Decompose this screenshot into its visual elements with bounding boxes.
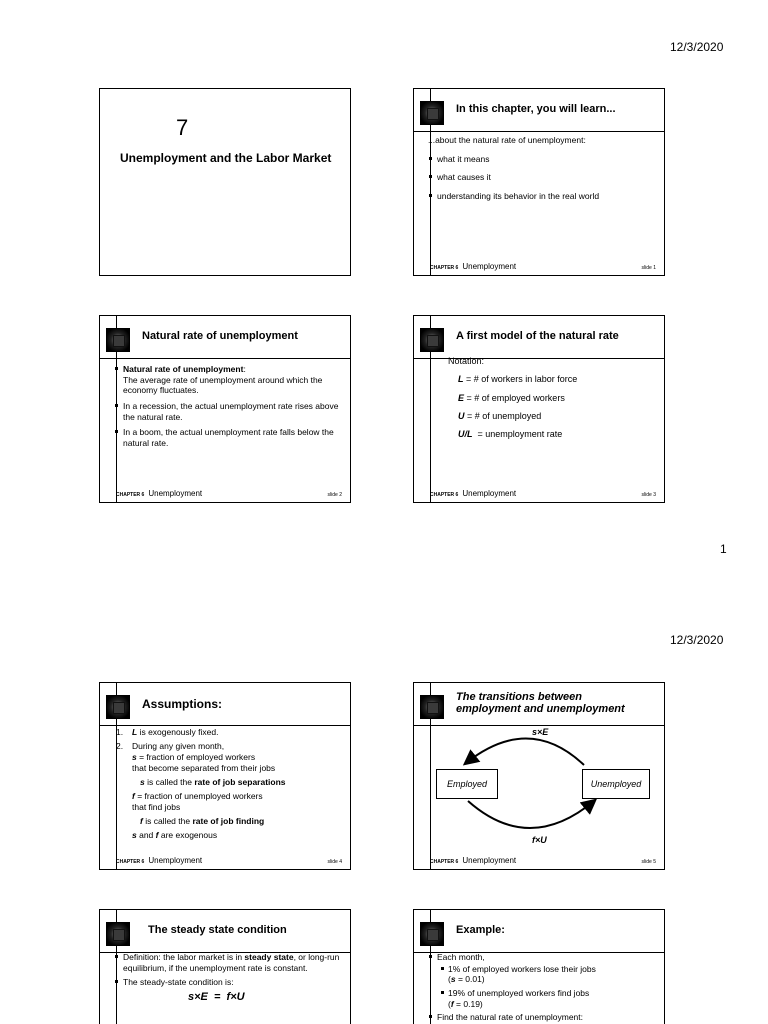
slide-square-icon bbox=[420, 328, 444, 352]
symbol: s bbox=[132, 830, 137, 841]
s-definition bbox=[116, 752, 344, 774]
term: steady state bbox=[244, 952, 294, 962]
footer-topic: Unemployment bbox=[462, 489, 517, 498]
text: that become separated from their jobs bbox=[132, 763, 276, 774]
slide-title: The transitions between employment and unemployment bbox=[456, 691, 625, 716]
slide-title: Assumptions: bbox=[142, 697, 223, 711]
slide-title: In this chapter, you will learn... bbox=[456, 103, 616, 115]
text: ( bbox=[448, 998, 451, 1009]
slide-number: slide 3 bbox=[641, 492, 656, 498]
footer-topic: Unemployment bbox=[148, 489, 203, 498]
slide-4 bbox=[99, 682, 351, 870]
bullet bbox=[114, 364, 340, 396]
bullet: The steady-state condition is: bbox=[114, 977, 340, 988]
symbol: f bbox=[155, 830, 159, 841]
f-definition bbox=[116, 791, 344, 813]
slide-7 bbox=[413, 909, 665, 1024]
symbol: f bbox=[450, 998, 454, 1009]
slide-footer bbox=[430, 489, 656, 498]
symbol: U/L bbox=[458, 429, 473, 439]
term: rate of job finding bbox=[192, 816, 265, 827]
footer-chapter: CHAPTER 6 bbox=[430, 492, 459, 498]
slide-square-icon bbox=[106, 922, 130, 946]
intro-text: ...about the natural rate of unemployment: bbox=[428, 135, 586, 145]
text: is called the bbox=[144, 777, 195, 788]
text: During any given month, bbox=[132, 741, 225, 752]
slide-square-icon bbox=[420, 101, 444, 125]
definition: = # of workers in labor force bbox=[463, 374, 578, 385]
notation-row bbox=[448, 393, 658, 404]
bullet-colon: : bbox=[243, 364, 246, 374]
separation-arrow bbox=[466, 738, 584, 765]
slide-footer bbox=[430, 856, 656, 865]
bullet-term: Natural rate of unemployment bbox=[123, 364, 244, 374]
text: = fraction of employed workers bbox=[136, 752, 256, 763]
sub-bullet bbox=[438, 964, 654, 985]
footer-chapter: CHAPTER 6 bbox=[116, 859, 145, 865]
page-date: 12/3/2020 bbox=[670, 633, 724, 647]
finding-flow-label: f×U bbox=[532, 835, 547, 845]
text: = 0.01) bbox=[455, 974, 485, 985]
notation-row bbox=[448, 374, 658, 385]
slide-title: The steady state condition bbox=[148, 924, 287, 936]
symbol: s bbox=[132, 752, 137, 763]
footer-topic: Unemployment bbox=[148, 856, 203, 865]
slide-title: Example: bbox=[456, 924, 505, 936]
footer-chapter: CHAPTER 6 bbox=[430, 859, 459, 865]
definition: = # of employed workers bbox=[464, 392, 565, 403]
symbol: L bbox=[458, 374, 464, 385]
s-name bbox=[116, 777, 344, 788]
slide-3 bbox=[413, 315, 665, 503]
slide-square-icon bbox=[420, 922, 444, 946]
item-number: 1. bbox=[116, 727, 124, 737]
symbol: s bbox=[140, 777, 145, 788]
symbol: f bbox=[140, 816, 143, 827]
f-name bbox=[116, 816, 344, 827]
employed-box: Employed bbox=[436, 769, 498, 799]
separation-flow-label: s×E bbox=[532, 727, 549, 737]
bullet: In a recession, the actual unemployment rate rises above the natural rate. bbox=[114, 401, 340, 422]
slide-number: slide 4 bbox=[327, 859, 342, 865]
text: that find jobs bbox=[132, 802, 181, 813]
definition: = unemployment rate bbox=[472, 429, 563, 439]
slide-5 bbox=[413, 682, 665, 870]
steady-state-equation: s×E = f×U bbox=[188, 991, 245, 1004]
bullet bbox=[114, 952, 340, 974]
slide-6 bbox=[99, 909, 351, 1024]
bullet: Each month, bbox=[428, 952, 654, 963]
slide-number: slide 5 bbox=[641, 859, 656, 865]
text: Definition: the labor market is in bbox=[123, 952, 245, 962]
sub-bullet bbox=[438, 988, 654, 1009]
text: is called the bbox=[142, 816, 193, 827]
slide-title: A first model of the natural rate bbox=[456, 330, 619, 342]
symbol: f bbox=[132, 791, 135, 802]
bullet: what causes it bbox=[428, 172, 658, 183]
page-date: 12/3/2020 bbox=[670, 40, 724, 54]
item-number: 2. bbox=[116, 741, 124, 752]
term: rate of job separations bbox=[194, 777, 286, 788]
slide-footer bbox=[430, 262, 656, 271]
slide-footer bbox=[116, 489, 342, 498]
slide-number: slide 1 bbox=[641, 265, 656, 271]
text: 1% of employed workers lose their jobs bbox=[448, 963, 596, 974]
bullet: understanding its behavior in the real world bbox=[428, 191, 658, 202]
assumption-1 bbox=[116, 727, 344, 738]
slide-title-card bbox=[99, 88, 351, 276]
finding-arrow bbox=[468, 801, 594, 828]
chapter-title: Unemployment and the Labor Market bbox=[120, 151, 332, 165]
slide-number: slide 2 bbox=[327, 492, 342, 498]
slide-2 bbox=[99, 315, 351, 503]
symbol: U bbox=[458, 410, 465, 421]
chapter-number: 7 bbox=[176, 115, 189, 140]
unemployed-box: Unemployed bbox=[582, 769, 650, 799]
text: , or long-run equilibrium, if the unemployment rate is constant. bbox=[123, 952, 340, 974]
bullet: what it means bbox=[428, 154, 658, 165]
notation-label: Notation: bbox=[448, 356, 485, 366]
notation-row bbox=[448, 411, 658, 422]
text: ( bbox=[448, 974, 451, 985]
symbol: L bbox=[132, 727, 138, 737]
slide-square-icon bbox=[106, 328, 130, 352]
bullet-definition: The average rate of unemployment around which the economy fluctuates. bbox=[123, 374, 323, 396]
definition: = # of unemployed bbox=[464, 410, 542, 421]
bullet: Find the natural rate of unemployment: bbox=[428, 1012, 654, 1023]
text: = 0.19) bbox=[453, 998, 483, 1009]
bullet: In a boom, the actual unemployment rate falls below the natural rate. bbox=[114, 427, 340, 448]
assumption-2 bbox=[116, 741, 344, 752]
slide-footer bbox=[116, 856, 342, 865]
exogenous-note bbox=[116, 830, 344, 841]
slide-title: Natural rate of unemployment bbox=[142, 330, 298, 342]
slide-1 bbox=[413, 88, 665, 276]
text: = fraction of unemployed workers bbox=[134, 791, 263, 802]
footer-topic: Unemployment bbox=[462, 856, 517, 865]
notation-row bbox=[448, 429, 658, 440]
footer-topic: Unemployment bbox=[462, 262, 517, 271]
symbol: s bbox=[450, 974, 456, 985]
footer-chapter: CHAPTER 6 bbox=[116, 492, 145, 498]
page-number: 1 bbox=[720, 542, 727, 556]
text: is exogenously fixed. bbox=[137, 727, 219, 737]
text: 19% of unemployed workers find jobs bbox=[448, 987, 590, 998]
text: are exogenous bbox=[158, 830, 218, 841]
symbol: E bbox=[458, 392, 465, 403]
slide-square-icon bbox=[106, 695, 130, 719]
text: and bbox=[136, 830, 156, 841]
footer-chapter: CHAPTER 6 bbox=[430, 265, 459, 271]
